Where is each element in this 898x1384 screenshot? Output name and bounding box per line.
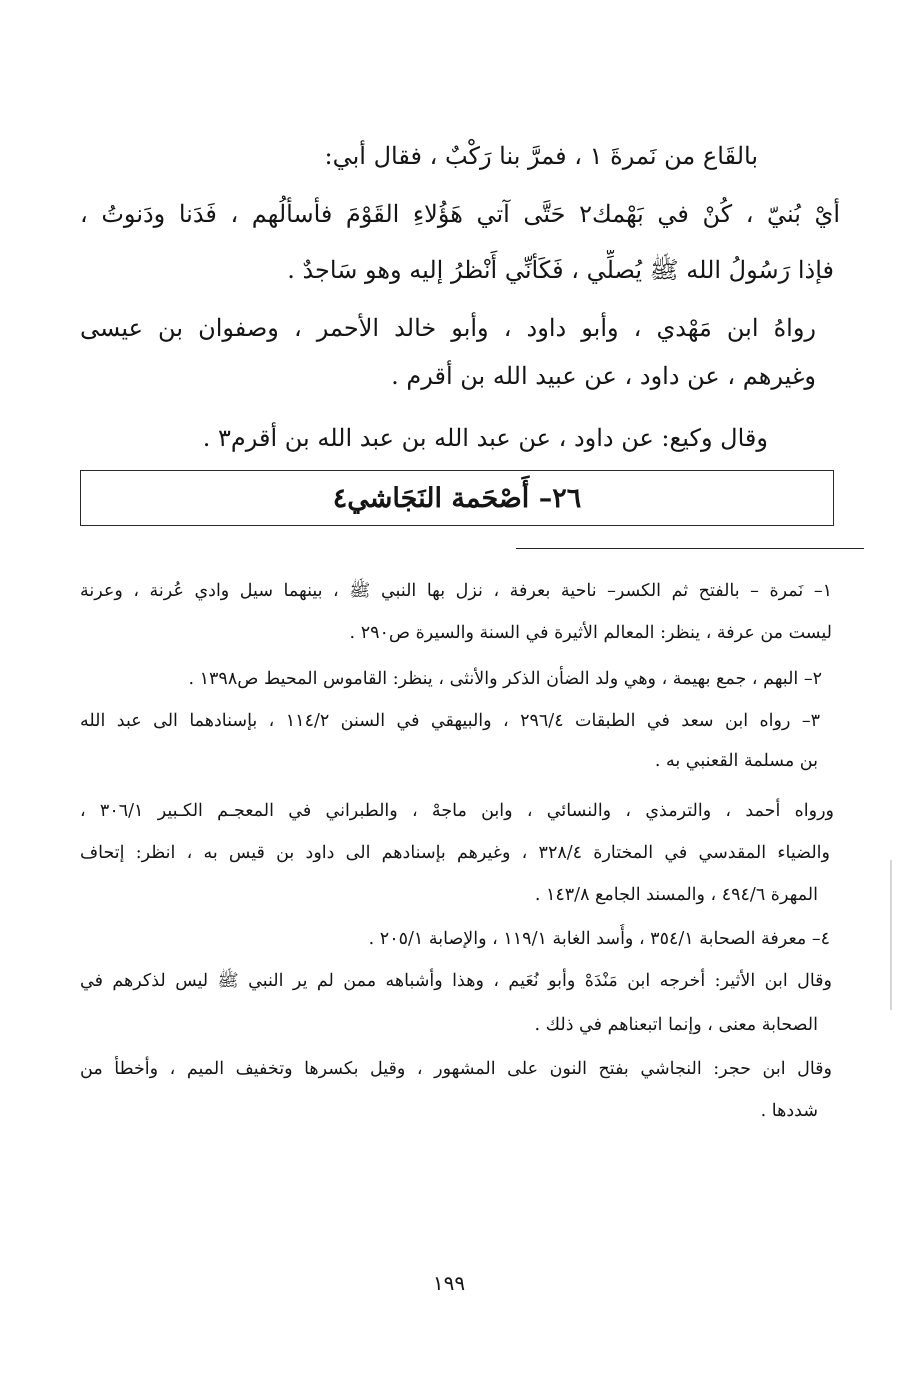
footnote-line: ورواه أحمد ، والترمذي ، والنسائي ، وابن ماجهْ ، والطبراني في المعجـم الكـبير ٣٠٦/١ ، [80, 801, 834, 821]
footnote-line: شددها . [760, 1101, 818, 1121]
footnote-line: والضياء المقدسي في المختارة ٣٢٨/٤ ، وغيرهم بإسنادهم الى داود بن قيس به ، انظر: إتحاف [80, 843, 830, 863]
page-number: ١٩٩ [432, 1271, 466, 1295]
scan-edge-mark [890, 860, 892, 1010]
footnote-line: ليست من عرفة ، ينظر: المعالم الأثيرة في السنة والسيرة ص٢٩٠ . [349, 623, 832, 643]
footnote-line: ٤– معرفة الصحابة ٣٥٤/١ ، وأُسد الغابة ١١٩/١ ، والإصابة ٢٠٥/١ . [368, 929, 830, 949]
main-text-line: وغيرهم ، عن داود ، عن عبيد الله بن أقرم . [391, 362, 816, 390]
main-text-line: وقال وكيع: عن داود ، عن عبد الله بن عبد الله بن أقرم٣ . [202, 424, 768, 452]
main-text-line: بالقَاع من نَمرةَ ١ ، فمرَّ بنا رَكْبٌ ، فقال أبي: [324, 142, 758, 170]
main-text-line: أيْ بُنيّ ، كُنْ في بَهْمك٢ حَتَّى آتي هَؤُلاءِ القَوْمَ فأسألُهم ، فَدَنا ودَنوتُ ، [80, 200, 840, 228]
footnote-line: ٢– البهم ، جمع بهيمة ، وهي ولد الضأن الذكر والأنثى ، ينظر: القاموس المحيط ص١٣٩٨ . [188, 669, 822, 689]
footnote-line: المهرة ٤٩٤/٦ ، والمسند الجامع ١٤٣/٨ . [534, 885, 818, 905]
footnote-line: ٣– رواه ابن سعد في الطبقات ٢٩٦/٤ ، والبيهقي في السنن ١١٤/٢ ، بإسنادهما الى عبد الله [80, 711, 820, 731]
footnote-line: وقال ابن حجر: النجاشي بفتح النون على المشهور ، وقيل بكسرها وتخفيف الميم ، وأخطأ من [80, 1059, 832, 1079]
footnote-line: ١– نَمرة – بالفتح ثم الكسر– ناحية بعرفة ، نزل بها النبي ﷺ ، بينهما سيل وادي عُرنة ، وعرنة [80, 581, 832, 601]
section-title: ٢٦– أَصْحَمة النَجَاشي٤ [332, 483, 582, 514]
section-title-box [80, 470, 834, 526]
footnote-line: الصحابة معنى ، وإنما اتبعناهم في ذلك . [534, 1015, 818, 1035]
footnote-separator [516, 548, 864, 549]
main-text-line: فإذا رَسُولُ الله ﷺ يُصلِّي ، فَكَأنِّي أَنْظرُ إليه وهو سَاجدٌ . [287, 256, 834, 284]
footnote-line: وقال ابن الأثير: أخرجه ابن مَنْدَهْ وأبو نُعَيم ، وهذا وأشباهه ممن لم ير النبي ﷺ ليس لذكرهم في [80, 971, 832, 991]
footnote-line: بن مسلمة القعنبي به . [654, 751, 818, 771]
main-text-line: رواهُ ابن مَهْدي ، وأبو داود ، وأبو خالد الأحمر ، وصفوان بن عيسى [80, 314, 816, 342]
